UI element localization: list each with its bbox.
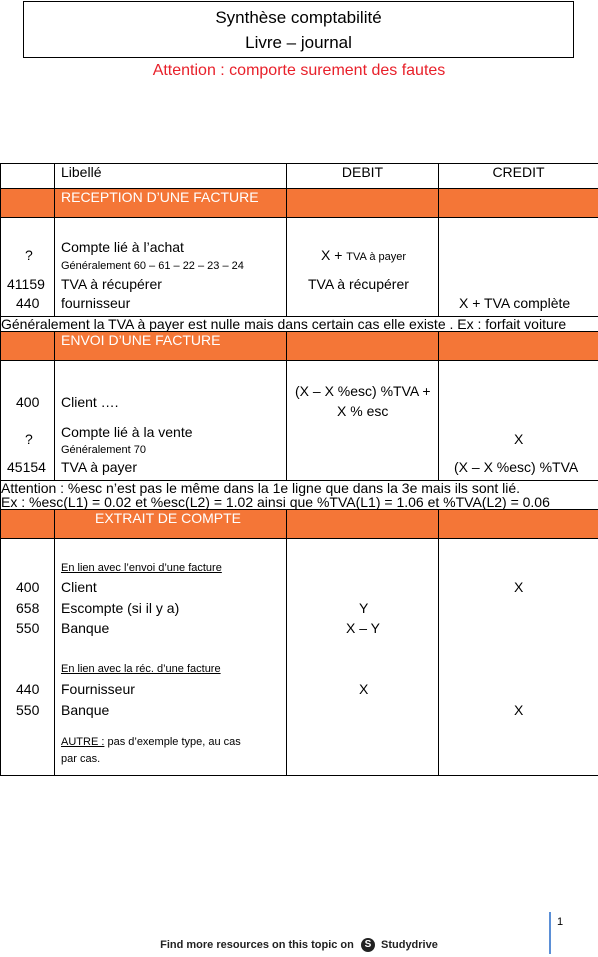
warning-text: Attention : comporte surement des fautes: [152, 62, 446, 79]
account-number: 41159: [7, 276, 45, 292]
debit-value: TVA à récupérer: [308, 276, 409, 292]
section-body-extrait: [1, 539, 598, 776]
footer-brand-link[interactable]: Studydrive: [381, 938, 438, 951]
debit-value: X +: [321, 247, 347, 263]
autre-label: AUTRE :: [61, 736, 105, 748]
table-header-row: [1, 164, 598, 189]
account-number: 440: [16, 295, 40, 311]
footer: [0, 938, 598, 952]
account-number: ?: [25, 247, 33, 263]
entry-sublabel: Généralement 70: [61, 444, 146, 456]
section-header-reception: [1, 189, 598, 218]
section-title: EXTRAIT DE COMPTE: [55, 510, 287, 539]
account-number: 658: [16, 600, 40, 616]
debit-value-small: TVA à payer: [346, 251, 407, 263]
entry-sublabel: Généralement 60 – 61 – 22 – 23 – 24: [61, 260, 244, 272]
debit-value: X % esc: [337, 403, 389, 419]
account-number: ?: [25, 431, 33, 447]
entry-label: fournisseur: [61, 295, 131, 311]
section-title: RECEPTION D’UNE FACTURE: [55, 189, 287, 218]
debit-value: (X – X %esc) %TVA +: [295, 383, 431, 399]
credit-value: X + TVA complète: [459, 295, 571, 311]
studydrive-logo-icon: S: [361, 938, 375, 952]
credit-value: X: [514, 579, 524, 595]
document-subtitle: Livre – journal: [245, 33, 352, 52]
credit-value: X: [514, 702, 524, 718]
entry-label: Banque: [61, 620, 110, 636]
section-note-row: [1, 317, 598, 332]
section-body-reception: [1, 218, 598, 317]
credit-value: (X – X %esc) %TVA: [454, 459, 579, 475]
section-note: Ex : %esc(L1) = 0.02 et %esc(L2) = 1.02 ainsi que %TVA(L1) = 1.06 et %TVA(L2) = 0.06: [1, 494, 550, 510]
section-note: Généralement la TVA à payer est nulle mais dans certain cas elle existe . Ex : forfait voiture: [1, 317, 598, 332]
account-number: 550: [16, 702, 40, 718]
debit-value: Y: [359, 600, 369, 616]
section-header-extrait: [1, 510, 598, 539]
entry-label: Compte lié à l’achat: [61, 239, 184, 255]
account-number: 45154: [7, 459, 46, 475]
entry-label: Client: [61, 579, 97, 595]
header-debit: DEBIT: [287, 164, 439, 189]
document-title: Synthèse comptabilité: [215, 8, 382, 27]
header-credit: CREDIT: [439, 164, 598, 189]
entry-label: TVA à payer: [61, 459, 138, 475]
group-heading: En lien avec la réc. d’une facture: [61, 663, 221, 675]
credit-value: X: [514, 431, 524, 447]
entry-label: Banque: [61, 702, 110, 718]
autre-text: pas d’exemple type, au cas: [104, 736, 241, 748]
page-number: 1: [557, 916, 564, 928]
account-number: 550: [16, 620, 40, 636]
entry-label: Client ….: [61, 394, 119, 410]
section-note: Attention : %esc n’est pas le même dans la 1e ligne que dans la 3e mais ils sont lié.: [1, 480, 521, 496]
entry-label: Fournisseur: [61, 681, 135, 697]
section-body-envoi: [1, 361, 598, 481]
journal-table: [0, 163, 598, 776]
autre-text: par cas.: [61, 753, 101, 765]
debit-value: X: [359, 681, 369, 697]
footer-text: Find more resources on this topic on: [160, 938, 354, 951]
header-libelle: Libellé: [55, 164, 287, 189]
section-note-row: [1, 481, 598, 510]
section-header-envoi: [1, 332, 598, 361]
header-account-cell: [1, 164, 55, 189]
section-title: ENVOI D’UNE FACTURE: [55, 332, 287, 361]
debit-value: X – Y: [346, 620, 380, 636]
account-number: 400: [16, 394, 40, 410]
account-number: 400: [16, 579, 40, 595]
entry-label: Compte lié à la vente: [61, 424, 193, 440]
document-title-box: [23, 1, 574, 58]
entry-label: TVA à récupérer: [61, 276, 162, 292]
group-heading: En lien avec l’envoi d’une facture: [61, 562, 222, 574]
entry-label: Escompte (si il y a): [61, 600, 180, 616]
account-number: 440: [16, 681, 40, 697]
